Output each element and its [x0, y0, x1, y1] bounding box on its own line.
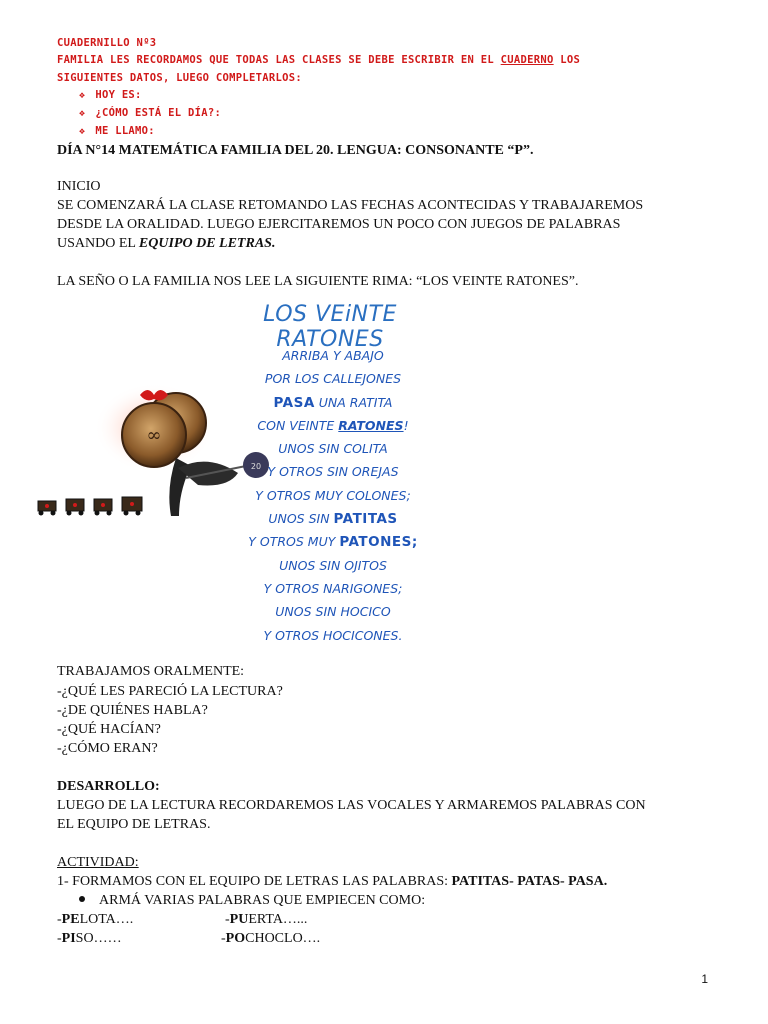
- poem-line: UNOS SIN HOCICO: [275, 604, 391, 620]
- oral-heading: TRABAJAMOS ORALMENTE:: [57, 664, 245, 679]
- diamond-bullet-icon: ❖: [79, 108, 86, 119]
- desarrollo-line1: LUEGO DE LA LECTURA RECORDAREMOS LAS VOCALES Y ARMAREMOS PALABRAS CON: [57, 798, 646, 813]
- poem: [210, 344, 456, 647]
- poem-line: Y OTROS SIN OREJAS: [267, 464, 399, 480]
- poem-line: UNOS SIN OJITOS: [279, 557, 387, 573]
- poem-line: Y OTROS MUY PATONES;: [248, 534, 418, 551]
- inicio-line3: USANDO EL EQUIPO DE LETRAS.: [57, 236, 276, 251]
- poem-line: POR LOS CALLEJONES: [264, 371, 402, 387]
- inicio-line1: SE COMENZARÁ LA CLASE RETOMANDO LAS FECHAS ACONTECIDAS Y TRABAJAREMOS: [57, 198, 644, 213]
- desarrollo-line2: EL EQUIPO DE LETRAS.: [57, 817, 211, 832]
- bullet-dot-icon: [79, 896, 85, 902]
- header-instruction-line2: SIGUIENTES DATOS, LUEGO COMPLETARLOS:: [57, 72, 302, 84]
- question: -¿QUÉ HACÍAN?: [57, 722, 161, 737]
- poem-line: UNOS SIN COLITA: [278, 441, 388, 457]
- cuaderno-word: CUADERNO: [500, 54, 554, 66]
- bullet-hoy-es: ❖ HOY ES:: [79, 89, 142, 101]
- poem-line: PASA UNA RATITA: [273, 394, 393, 411]
- poem-line: Y OTROS NARIGONES;: [263, 580, 403, 596]
- diamond-bullet-icon: ❖: [79, 126, 86, 137]
- word-puerta: -PUERTA…...: [225, 912, 308, 927]
- header-instruction-line1: FAMILIA LES RECORDAMOS QUE TODAS LAS CLASES SE DEBE ESCRIBIR EN EL CUADERNO LOS: [57, 54, 581, 66]
- poem-line: Y OTROS HOCICONES.: [263, 627, 403, 643]
- rima-intro: LA SEÑO O LA FAMILIA NOS LEE LA SIGUIENTE RIMA: “LOS VEINTE RATONES”.: [57, 274, 579, 289]
- diamond-bullet-icon: ❖: [79, 90, 86, 101]
- poem-line: Y OTROS MUY COLONES;: [255, 487, 411, 503]
- word-piso: -PISO……: [57, 931, 122, 946]
- desarrollo-heading: DESARROLLO:: [57, 779, 160, 794]
- question: -¿CÓMO ERAN?: [57, 741, 158, 756]
- word-pochoclo: -POCHOCLO….: [221, 931, 321, 946]
- bullet-como-esta: ❖ ¿CÓMO ESTÁ EL DÍA?:: [79, 107, 222, 119]
- inicio-heading: INICIO: [57, 179, 101, 194]
- poem-title: LOS VEiNTE RATONES: [263, 302, 397, 352]
- word-pelota: -PELOTA….: [57, 912, 134, 927]
- poem-line: ARRIBA Y ABAJO: [282, 348, 384, 363]
- day-title: DÍA N°14 MATEMÁTICA FAMILIA DEL 20. LENGUA: CONSONANTE “P”.: [57, 143, 534, 158]
- question: -¿DE QUIÉNES HABLA?: [57, 703, 208, 718]
- inicio-line2: DESDE LA ORALIDAD. LUEGO EJERCITAREMOS UN POCO CON JUEGOS DE PALABRAS: [57, 217, 621, 232]
- svg-text:20: 20: [250, 462, 262, 471]
- question: -¿QUÉ LES PARECIÓ LA LECTURA?: [57, 684, 283, 699]
- svg-text:∞: ∞: [146, 425, 162, 446]
- actividad-item1: 1- FORMAMOS CON EL EQUIPO DE LETRAS LAS PALABRAS: PATITAS- PATAS- PASA.: [57, 874, 608, 889]
- equipo-de-letras: EQUIPO DE LETRAS.: [138, 236, 276, 251]
- bullet-me-llamo: ❖ ME LLAMO:: [79, 125, 155, 137]
- actividad-heading: ACTIVIDAD:: [57, 855, 139, 870]
- actividad-bullet: ARMÁ VARIAS PALABRAS QUE EMPIECEN COMO:: [57, 891, 425, 910]
- page-number: 1: [701, 972, 708, 986]
- poem-line: CON VEINTE RATONES!: [257, 417, 409, 433]
- poem-line: UNOS SIN PATITAS: [268, 511, 398, 528]
- cuadernillo-label: CUADERNILLO Nº3: [57, 37, 157, 49]
